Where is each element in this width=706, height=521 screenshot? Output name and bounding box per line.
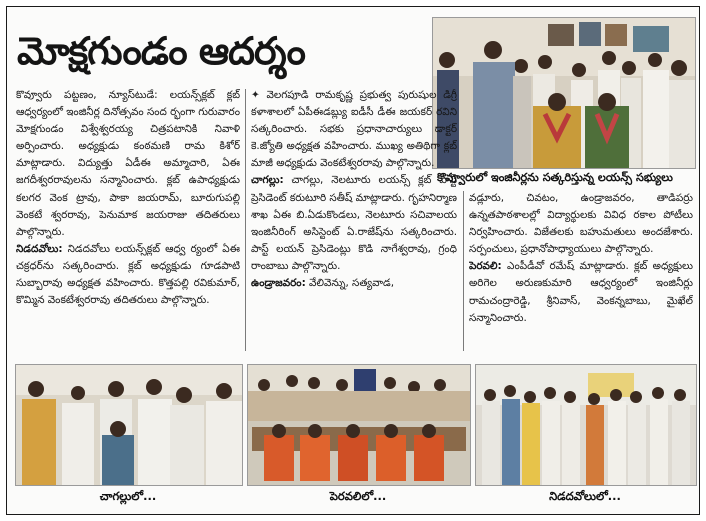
top-photo-caption: కొవ్వూరులో ఇంజినీర్లను సత్కరిస్తున్న లయన్స్ సభ్యులు [437,171,673,184]
column-divider [245,89,246,351]
news-clipping [6,6,700,515]
bottom-caption-chagallu: చాగల్లులో... [99,489,157,503]
column3-paragraph-2: ఎంపీడీవో రమేష్ మాట్లాడారు. క్లబ్ అధ్యక్షులు అరిగెల అరుణకుమారి ఆధ్వర్యంలో ఇంజినీర్లు రామచంద్రారెడ్డి, శ్రీనివాస్, వెంకన్నబాబు, మైఖేల్ సన్మానించారు. [469,260,693,324]
column2-paragraph-2: చాగల్లు, నెలటూరు లయన్స్ క్లబ్ పాస్ట్ ప్రెసిడెంట్ కరుటూరి సతీష్ మాట్లాడారు. గృహనిర్మాణ శాఖ ఏఈ బి.ఏడుకొండలు, నెలటూరు సచివాలయ ఇంజినీరింగ్ అసిస్టెంట్ ఏ.రాజేష్‌ను సత్కరించారు. పాస్ట్ లయన్ ప్రెసిడెంట్లు కొడి నాగేశ్వరావు, గ్రంధి రాంబాబు పాల్గొన్నారు. [251,174,457,272]
column-divider [463,191,464,351]
bullet-star-icon: ✦ [251,89,267,101]
article-column-3 [469,190,693,353]
bottom-caption-nidadavolu: నిడదవోలులో... [549,489,621,503]
column2-dateline-undrajavaram: ఉండ్రాజవరం: [251,277,306,290]
headline: మోక్షగుండం ఆదర్శం [17,28,305,73]
bottom-photo-peravali [247,364,471,486]
article-column-1 [16,87,240,353]
column2-dateline-chagallu: చాగల్లు: [251,174,284,187]
top-photo [432,17,696,169]
column1-dateline-nidadavolu: నిడదవోలు: [16,242,63,255]
bottom-photo-nidadavolu [475,364,697,486]
column3-dateline-peravali: పెరవలి: [469,260,502,273]
column3-paragraph: వడ్లూరు, చివటం, ఉండ్రాజవరం, తాడిపర్రు ఉన్నతపాఠశాలల్లో విద్యార్థులకు వివిధ రకాల పోటీలు నిర్వహించారు. విజేతలకు బహుమతులు అందజేశారు. సర్పంచులు, ప్రధానోపాధ్యాయులు పాల్గొన్నారు. [469,192,693,256]
column2-paragraph: వెలగపూడి రామకృష్ణ ప్రభుత్వ పురుషుల డిగ్రీ కళాశాలలో ఏపీఈడబ్ల్యు ఐడీసీ డీఈ జయకర్ రవిని సత్కరించారు. సభకు ప్రధానాచార్యులు డాక్టర్ కె.జ్యోతి అధ్యక్షత వహించారు. ముఖ్య అతిథిగా క్లబ్ మాజీ అధ్యక్షుడు వెంకటేశ్వరరావు పాల్గొన్నారు. [251,89,457,170]
column1-paragraph: కొవ్వూరు పట్టణం, న్యూస్‌టుడే: లయన్స్‌క్లబ్ క్లబ్ ఆధ్వర్యంలో ఇంజినీర్ల దినోత్సవం సంద ర్భంగా గురువారం మోక్షగుండం విశ్వేశ్వరయ్య చిత్రపటానికి నివాళి అర్పించారు. అధ్యక్షుడు కంఠమణి రామ కిశోర్ మాట్లాడారు. విద్యుత్తు ఏడీఈ అమ్మాచారి, ఏఈ జగదీశ్వరరావులను సన్మానించారు. క్లబ్ ఉపాధ్యక్షుడు కలగర వెంక ట్రావు, పాకా జయరామ్, బూరుగుపల్లి వెంకటే శ్వరరావు, పెనుమాక జయరాజు తదితరులు పాల్గొన్నారు. [16,89,240,238]
column1-paragraph-2: నిడదవోలు లయన్స్‌క్లబ్ ఆధ్వ ర్యంలో ఏఈ చక్రధర్‌ను సత్కరించారు. క్లబ్ అధ్యక్షుడు గూడపాటి సుబ్బారావు అధ్యక్షత వహించారు. కొత్తపల్లి రవికుమార్, కొమ్మిన వెంకటేశ్వరరావు తదితరులు పాల్గొన్నారు. [16,242,240,307]
article-column-2 [251,87,457,353]
bottom-caption-peravali: పెరవలిలో... [329,489,387,503]
column2-paragraph-3: వేలివెన్ను, సత్యవాడ, [305,277,395,290]
bottom-photo-chagallu [15,364,243,486]
